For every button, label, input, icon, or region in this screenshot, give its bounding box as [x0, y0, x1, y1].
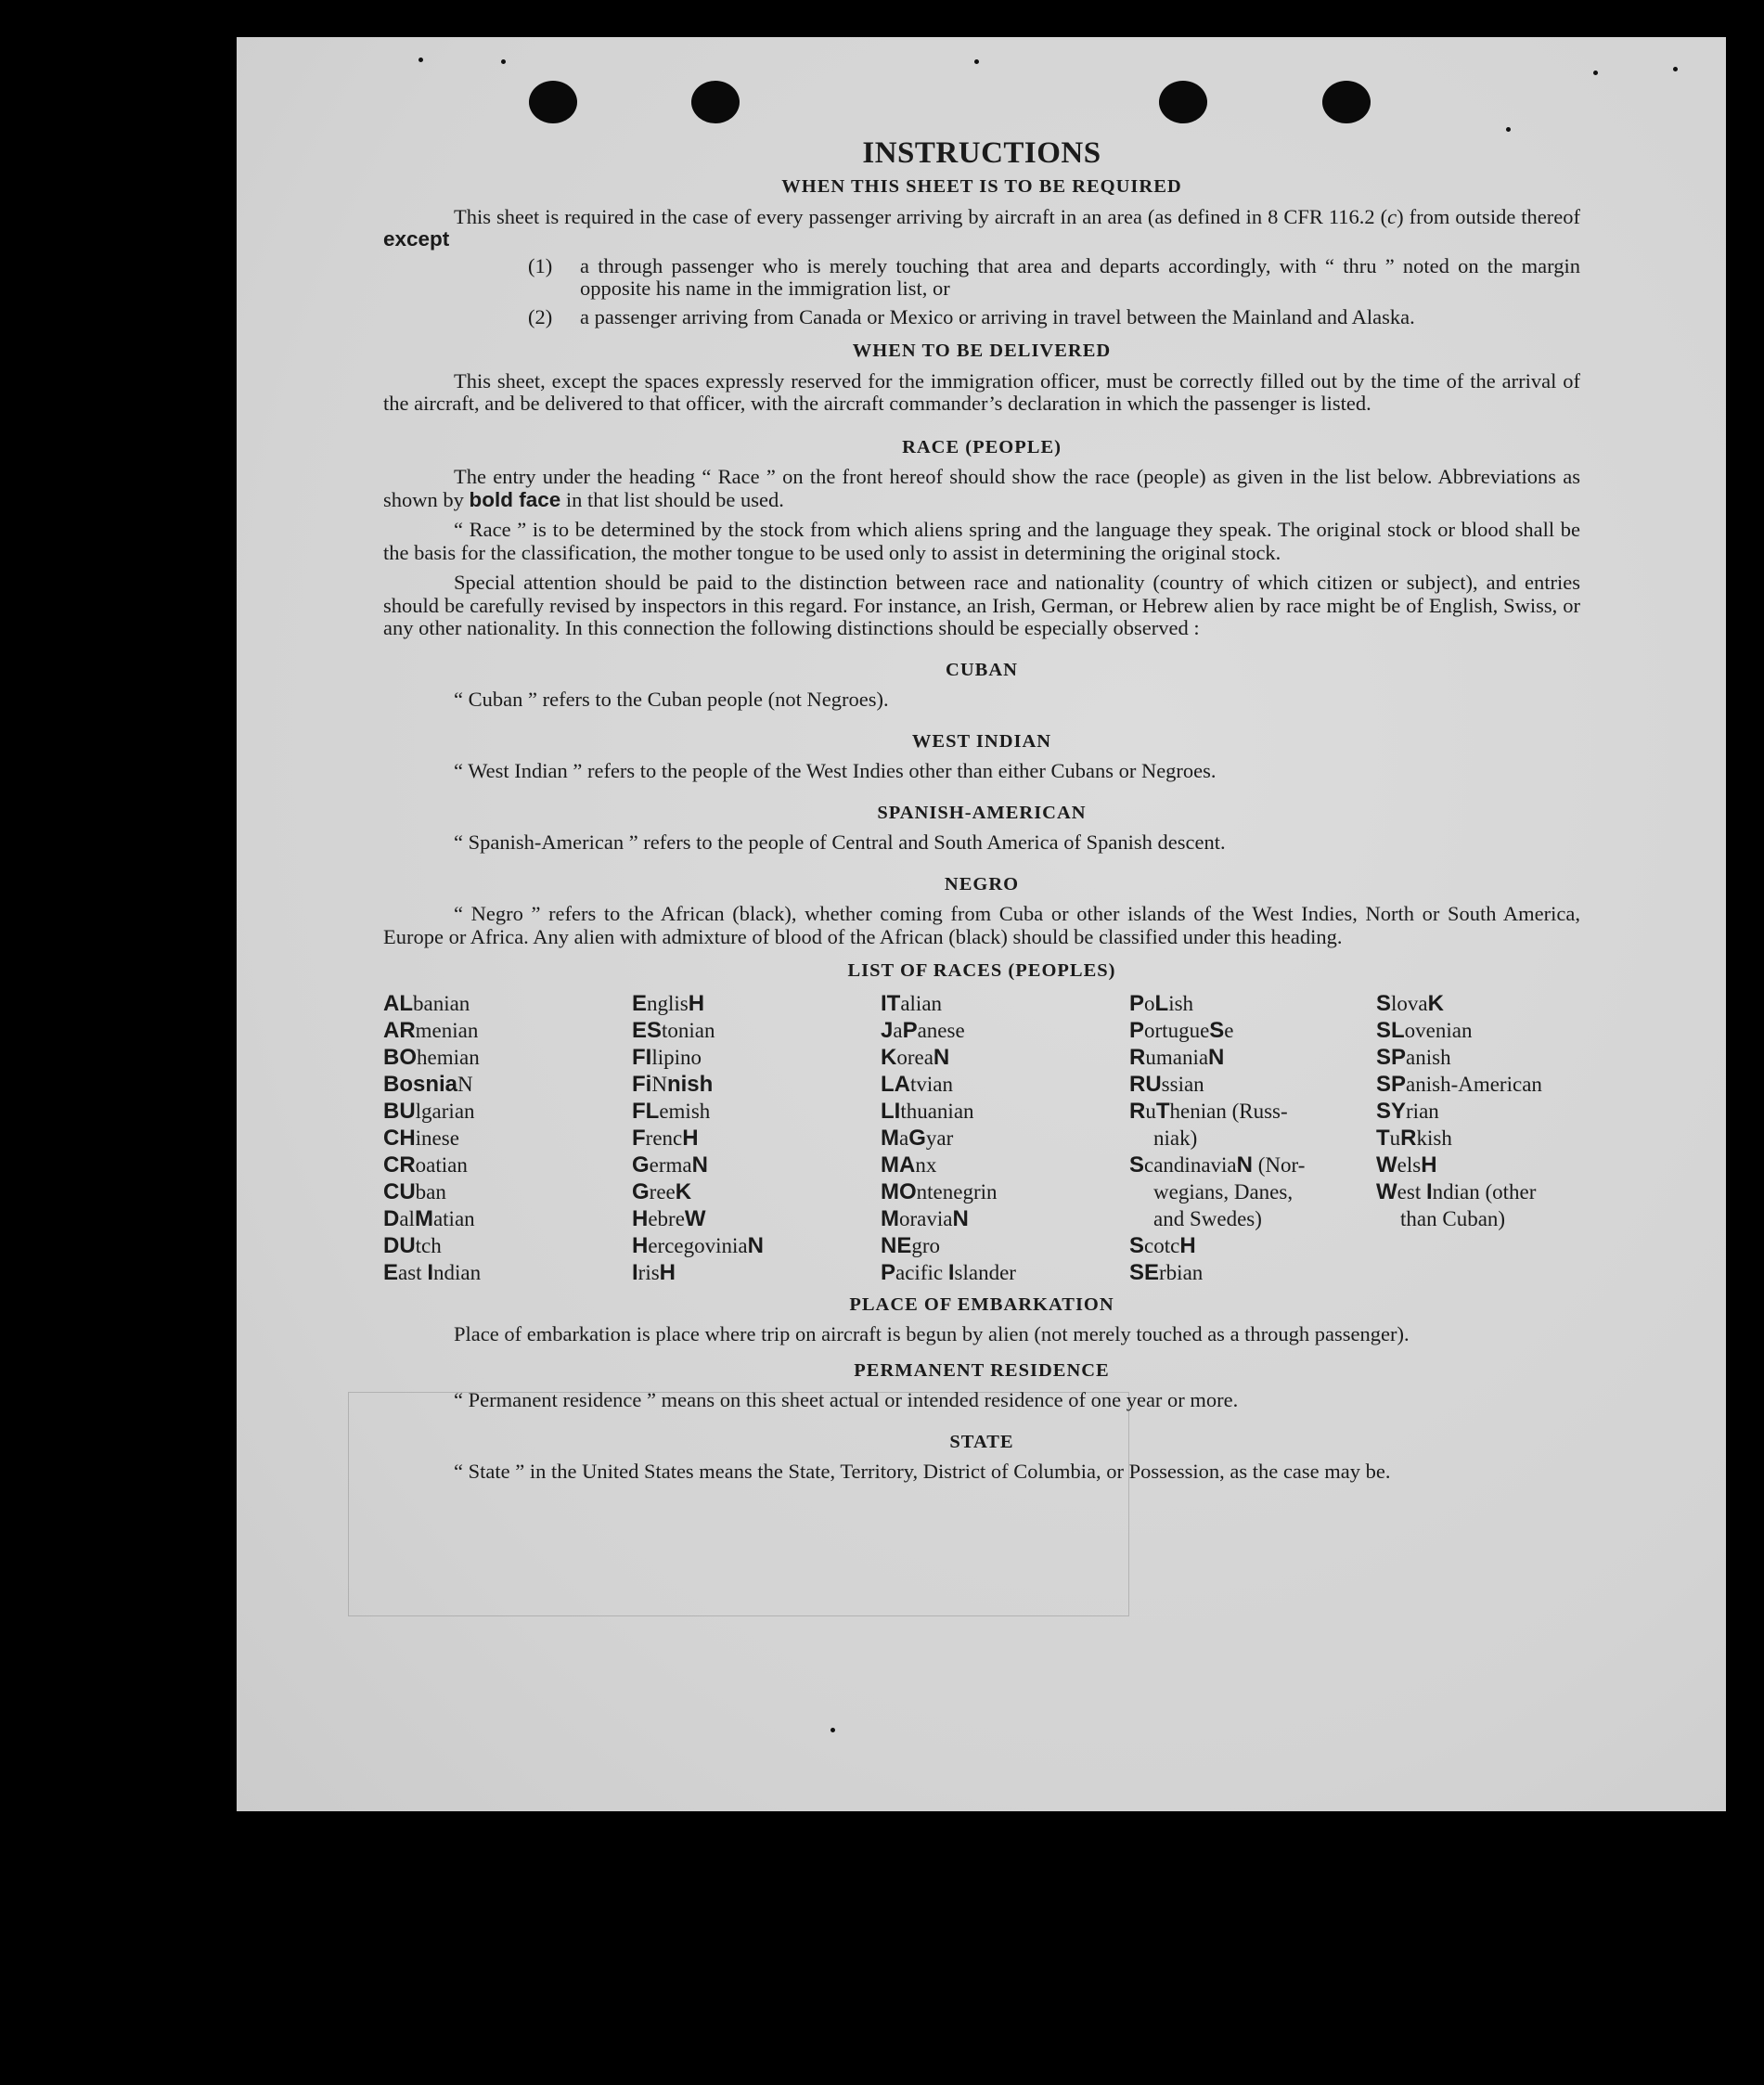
- heading-negro: NEGRO: [944, 873, 1020, 894]
- race-entry: FLemish: [632, 1098, 711, 1124]
- race-paragraph-2: “ Race ” is to be determined by the stock from which aliens spring and the language they speak. The original stock or blood shall be the basis for the classification, the mother tongue to be used only to assist in determining the original stock.: [383, 518, 1580, 564]
- race-entry: than Cuban): [1400, 1206, 1506, 1230]
- race-entry: niak): [1153, 1126, 1198, 1150]
- heading-permanent-residence: PERMANENT RESIDENCE: [854, 1359, 1110, 1381]
- cuban-text: “ Cuban ” refers to the Cuban people (not Negroes).: [454, 688, 889, 711]
- race-entry: FiNnish: [632, 1071, 714, 1097]
- race-entry: LIthuanian: [881, 1098, 974, 1124]
- race-entry: CUban: [383, 1178, 446, 1204]
- race-entry: GreeK: [632, 1178, 692, 1204]
- race-entry: ScotcH: [1129, 1232, 1196, 1258]
- race-column: [383, 990, 632, 1286]
- race-entry: CHinese: [383, 1125, 459, 1151]
- race-entry: TuRkish: [1376, 1125, 1452, 1151]
- exception-item-2: (2) a passenger arriving from Canada or Mexico or arriving in travel between the Mainland and Alaska.: [528, 304, 1415, 328]
- required-intro: This sheet is required in the case of every passenger arriving by aircraft in an area (as defined in 8 CFR 116.2 (c) from outside thereof except: [383, 204, 1580, 251]
- race-entry: GermaN: [632, 1152, 708, 1178]
- speck: [1506, 127, 1511, 132]
- race-entry: KoreaN: [881, 1044, 950, 1070]
- heading-list-of-races: LIST OF RACES (PEOPLES): [847, 960, 1116, 981]
- punch-hole: [1322, 81, 1371, 123]
- heading-state: STATE: [949, 1431, 1014, 1452]
- race-entry: BOhemian: [383, 1044, 480, 1070]
- spanish-american-text: “ Spanish-American ” refers to the people of Central and South America of Spanish descent.: [454, 830, 1226, 854]
- punch-hole: [691, 81, 740, 123]
- race-entry: BUlgarian: [383, 1098, 475, 1124]
- race-entry: ITalian: [881, 990, 943, 1016]
- race-entry: SPanish: [1376, 1044, 1451, 1070]
- race-entry: PoLish: [1129, 990, 1194, 1016]
- race-entry: RumaniaN: [1129, 1044, 1225, 1070]
- heading-embarkation: PLACE OF EMBARKATION: [849, 1293, 1114, 1315]
- race-entry: RuThenian (Russ-: [1129, 1098, 1288, 1124]
- race-column: [1376, 990, 1580, 1286]
- race-entry: FrencH: [632, 1125, 699, 1151]
- race-entry: MAnx: [881, 1152, 937, 1178]
- state-text: “ State ” in the United States means the State, Territory, District of Columbia, or Possession, as the case may be.: [454, 1460, 1391, 1483]
- heading-required: WHEN THIS SHEET IS TO BE REQUIRED: [781, 176, 1182, 197]
- west-indian-text: “ West Indian ” refers to the people of the West Indies other than either Cubans or Negroes.: [454, 759, 1217, 782]
- race-entry: DUtch: [383, 1232, 442, 1258]
- race-entry: NEgro: [881, 1232, 941, 1258]
- race-entry: PortugueSe: [1129, 1017, 1234, 1043]
- heading-spanish-american: SPANISH-AMERICAN: [877, 802, 1087, 823]
- speck: [1593, 71, 1598, 75]
- instructions-text: [383, 136, 1580, 1484]
- race-entry: SYrian: [1376, 1098, 1439, 1124]
- punch-hole: [1159, 81, 1207, 123]
- race-entry: SlovaK: [1376, 990, 1444, 1016]
- race-entry: MaGyar: [881, 1125, 954, 1151]
- race-entry: wegians, Danes,: [1153, 1179, 1294, 1203]
- race-paragraph-1: The entry under the heading “ Race ” on the front hereof should show the race (people) as given in the list below. Abbreviations as shown by bold face in that list should be used.: [383, 465, 1580, 511]
- speck: [1673, 67, 1678, 71]
- permanent-residence-text: “ Permanent residence ” means on this sheet actual or intended residence of one year or more.: [454, 1388, 1239, 1411]
- race-paragraph-3: Special attention should be paid to the distinction between race and nationality (country of which citizen or subject), and entries should be carefully revised by inspectors in this regard. For instance, an Irish, German, or Hebrew alien by race might be of English, Swiss, or any other nationality. In this connection the following distinctions should be especially observed :: [383, 571, 1580, 639]
- race-entry: West Indian (other: [1376, 1178, 1537, 1204]
- race-entry: HercegoviniaN: [632, 1232, 764, 1258]
- race-entry: SLovenian: [1376, 1017, 1473, 1043]
- race-column: [881, 990, 1129, 1286]
- race-entry: DalMatian: [383, 1205, 475, 1231]
- race-entry: CRoatian: [383, 1152, 468, 1178]
- race-entry: JaPanese: [881, 1017, 965, 1043]
- race-entry: East Indian: [383, 1259, 482, 1285]
- heading-race: RACE (PEOPLE): [902, 436, 1062, 457]
- race-entry: IrisH: [632, 1259, 676, 1285]
- exception-item-1: (1) a through passenger who is merely touching that area and departs accordingly, with “ thru ” noted on the margin opposite his name in the immigration list, or: [528, 253, 1580, 300]
- race-column: [1129, 990, 1376, 1286]
- races-table: [383, 990, 1580, 1286]
- race-entry: LAtvian: [881, 1071, 953, 1097]
- punch-hole: [529, 81, 577, 123]
- race-entry: RUssian: [1129, 1071, 1204, 1097]
- race-entry: WelsH: [1376, 1152, 1437, 1178]
- race-entry: and Swedes): [1153, 1206, 1262, 1230]
- race-entry: ALbanian: [383, 990, 470, 1016]
- race-entry: SPanish-American: [1376, 1071, 1542, 1097]
- document-page: [237, 37, 1726, 1811]
- speck: [974, 59, 979, 64]
- race-entry: MoraviaN: [881, 1205, 969, 1231]
- race-entry: ScandinaviaN (Nor-: [1129, 1152, 1306, 1178]
- race-column: [632, 990, 881, 1286]
- heading-delivered: WHEN TO BE DELIVERED: [852, 341, 1112, 361]
- race-entry: Pacific Islander: [881, 1259, 1016, 1285]
- page-title: INSTRUCTIONS: [862, 136, 1101, 170]
- negro-text: “ Negro ” refers to the African (black), whether coming from Cuba or other islands of the West Indies, North or South America, Europe or Africa. Any alien with admixture of blood of the African (black) should be classified under this heading.: [383, 902, 1580, 948]
- embarkation-text: Place of embarkation is place where trip on aircraft is begun by alien (not merely touched as a through passenger).: [454, 1322, 1410, 1345]
- race-entry: FIlipino: [632, 1044, 702, 1070]
- race-entry: MOntenegrin: [881, 1178, 998, 1204]
- speck: [501, 59, 506, 64]
- speck: [418, 58, 423, 62]
- race-entry: EStonian: [632, 1017, 715, 1043]
- heading-west-indian: WEST INDIAN: [911, 730, 1052, 752]
- race-entry: ARmenian: [383, 1017, 479, 1043]
- speck: [830, 1728, 835, 1732]
- race-entry: HebreW: [632, 1205, 706, 1231]
- race-entry: EnglisH: [632, 990, 705, 1016]
- race-entry: BosniaN: [383, 1071, 473, 1097]
- race-entry: SErbian: [1129, 1259, 1204, 1285]
- heading-cuban: CUBAN: [946, 659, 1018, 680]
- delivered-text: This sheet, except the spaces expressly reserved for the immigration officer, must be correctly filled out by the time of the arrival of the aircraft, and be delivered to that officer, with the aircraft commander’s declaration in which the passenger is listed.: [383, 368, 1580, 415]
